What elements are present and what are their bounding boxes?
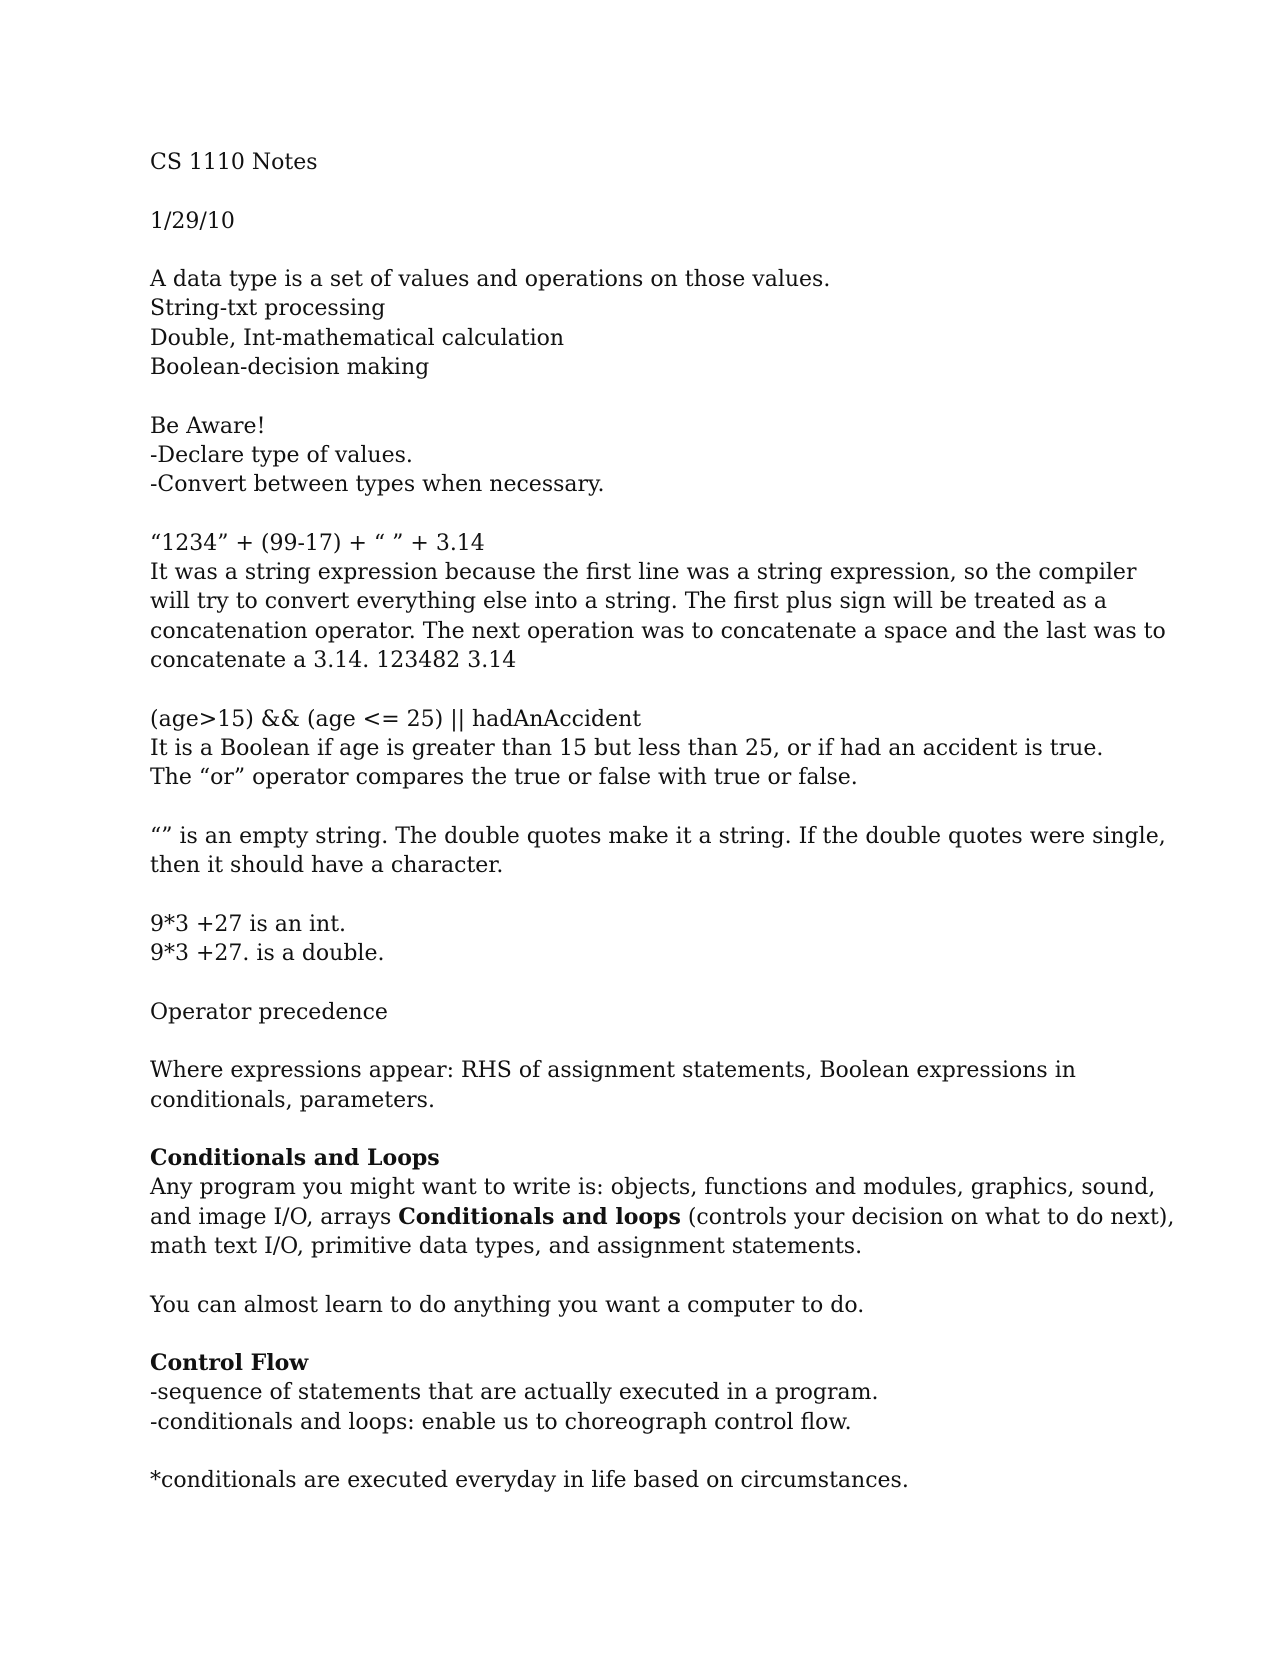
bold-segment: Conditionals and loops — [398, 1203, 681, 1230]
expression-line: “1234” + (99-17) + “ ” + 3.14 — [150, 530, 485, 556]
text-line: Where expressions appear: RHS of assignment statements, Boolean expressions in — [150, 1058, 1076, 1084]
where-expressions-paragraph — [150, 1056, 1140, 1115]
text-line: The “or” operator compares the true or false with true or false. — [150, 765, 858, 791]
document-page — [150, 148, 1175, 1525]
section-heading: Conditionals and Loops — [150, 1145, 440, 1172]
text-line: concatenate a 3.14. 123482 3.14 — [150, 648, 517, 674]
text-line: concatenation operator. The next operation was to concatenate a space and the last was to — [150, 618, 1166, 644]
text-line: It is a Boolean if age is greater than 15 but less than 25, or if had an accident is true. — [150, 735, 1104, 761]
text-segment: and image I/O, arrays — [150, 1204, 399, 1230]
text-line: Be Aware! — [150, 413, 266, 439]
expression-line: (age>15) && (age <= 25) || hadAnAccident — [150, 706, 642, 732]
text-line: -conditionals and loops: enable us to choreograph control flow. — [150, 1409, 852, 1435]
text-line-mixed — [150, 1203, 1175, 1232]
boolean-expression-paragraph — [150, 705, 1140, 793]
int-double-paragraph — [150, 910, 1140, 969]
control-flow-section — [150, 1349, 1140, 1437]
document-date — [150, 207, 1140, 236]
text-line: *conditionals are executed everyday in life based on circumstances. — [150, 1468, 909, 1494]
anything-paragraph — [150, 1291, 1140, 1320]
text-line: conditionals, parameters. — [150, 1087, 435, 1113]
data-types-paragraph — [150, 265, 1140, 382]
text-segment: (controls your decision on what to do next), — [680, 1204, 1175, 1230]
footnote-paragraph — [150, 1466, 1140, 1495]
text-line: A data type is a set of values and operations on those values. — [150, 267, 831, 293]
be-aware-paragraph — [150, 412, 1140, 500]
text-line: -Declare type of values. — [150, 442, 413, 468]
string-expression-paragraph — [150, 529, 1166, 675]
section-heading: Control Flow — [150, 1350, 309, 1377]
text-line: It was a string expression because the first line was a string expression, so the compiler — [150, 560, 1137, 586]
text-line: 9*3 +27 is an int. — [150, 911, 347, 937]
text-line: Operator precedence — [150, 999, 388, 1025]
empty-string-paragraph — [150, 822, 1166, 881]
text-line: 9*3 +27. is a double. — [150, 941, 385, 967]
text-line: Double, Int-mathematical calculation — [150, 325, 565, 351]
text-line: math text I/O, primitive data types, and assignment statements. — [150, 1233, 863, 1259]
conditionals-loops-section — [150, 1144, 1175, 1261]
text-line: then it should have a character. — [150, 853, 504, 879]
text-line: -sequence of statements that are actually executed in a program. — [150, 1380, 879, 1406]
text-line: String-txt processing — [150, 296, 386, 322]
document-title — [150, 148, 1140, 177]
text-line: Boolean-decision making — [150, 355, 430, 381]
title-text: CS 1110 Notes — [150, 150, 318, 175]
text-line: will try to convert everything else into a string. The first plus sign will be treated as a — [150, 589, 1107, 615]
text-line: “” is an empty string. The double quotes make it a string. If the double quotes were single, — [150, 823, 1166, 849]
text-line: Any program you might want to write is: objects, functions and modules, graphics, sound, — [150, 1175, 1156, 1201]
date-text: 1/29/10 — [150, 208, 235, 234]
text-line: You can almost learn to do anything you want a computer to do. — [150, 1292, 865, 1318]
operator-precedence-paragraph — [150, 998, 1140, 1027]
text-line: -Convert between types when necessary. — [150, 472, 605, 498]
